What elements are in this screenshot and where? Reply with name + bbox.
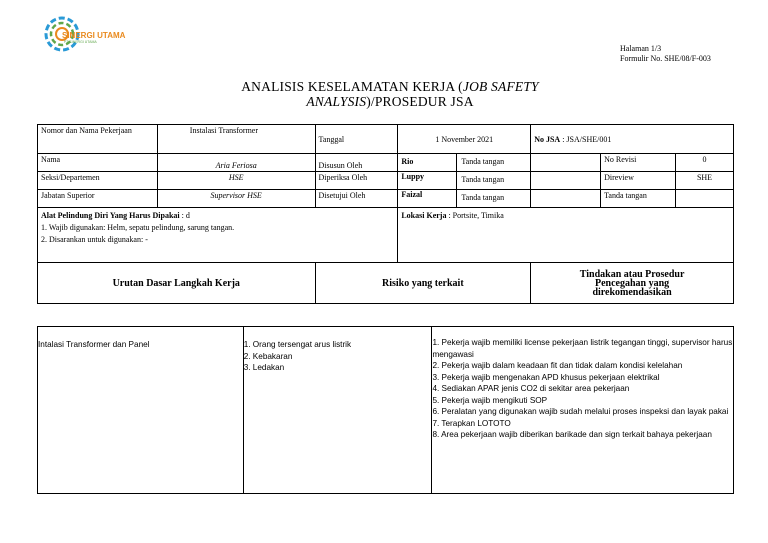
checked-signature[interactable]	[531, 172, 601, 190]
logo-brand: SINERGI UTAMA	[62, 31, 126, 40]
approved-signature[interactable]	[531, 190, 601, 208]
list-item: 2. Pekerja wajib dalam keadaan fit dan tidak dalam kondisi kelelahan	[432, 361, 683, 370]
reviewed-label: Direview	[601, 172, 676, 190]
form-number: Formulir No. SHE/08/F-003	[620, 54, 711, 63]
ppe-required: 1. Wajib digunakan: Helm, sepatu pelindung, sarung tangan.	[41, 223, 235, 232]
superior-value: Supervisor HSE	[157, 190, 315, 208]
actions-cell	[432, 327, 734, 494]
location-cell: Lokasi Kerja : Portsite, Timika	[398, 208, 734, 263]
date-label: Tanggal	[315, 125, 398, 154]
final-signature[interactable]	[676, 190, 734, 208]
prepared-label: Disusun Oleh	[315, 154, 398, 172]
approved-name: Faizal	[398, 190, 457, 207]
list-item: 8. Area pekerjaan wajib diberikan barikade dan sign terkait bahaya pekerjaan	[432, 430, 712, 439]
job-value: Instalasi Transformer	[157, 125, 315, 154]
list-item: 2. Kebakaran	[243, 351, 293, 361]
section-value: HSE	[157, 172, 315, 190]
risks-cell	[243, 327, 432, 494]
step-cell: Intalasi Transformer dan Panel	[38, 327, 244, 494]
jsa-number: No JSA : JSA/SHE/001	[531, 125, 734, 154]
job-label: Nomor dan Nama Pekerjaan	[38, 125, 158, 154]
prepared-name: Rio	[398, 154, 457, 171]
list-item: 7. Terapkan LOTOTO	[432, 418, 511, 428]
list-item: 1. Pekerja wajib memiliki license pekerjaan listrik tegangan tinggi, supervisor harus mengawasi	[432, 338, 733, 359]
column-header-actions: Tindakan atau Prosedur Pencegahan yang direkomendasikan	[531, 263, 734, 304]
list-item: 4. Sediakan APAR jenis CO2 di sekitar area pekerjaan	[432, 384, 630, 393]
name-label: Nama	[38, 154, 158, 172]
column-header-risks: Risiko yang terkait	[315, 263, 531, 304]
revision-label: No Revisi	[601, 154, 676, 172]
approved-sign-label: Tanda tangan	[461, 193, 505, 202]
date-value: 1 November 2021	[398, 125, 531, 154]
final-sign-label: Tanda tangan	[601, 190, 676, 208]
list-item: 5. Pekerja wajib mengikuti SOP	[432, 395, 548, 405]
prepared-cell	[398, 154, 531, 172]
ppe-label: Alat Pelindung Diri Yang Harus Dipakai	[41, 211, 180, 220]
jsa-steps-table	[37, 326, 734, 494]
ppe-recommended: 2. Disarankan untuk digunakan: -	[41, 235, 148, 244]
location-label: Lokasi Kerja	[401, 211, 447, 220]
checked-sign-label: Tanda tangan	[461, 175, 505, 184]
name-value: Aria Feriosa	[157, 154, 315, 172]
approved-label: Disetujui Oleh	[315, 190, 398, 208]
section-label: Seksi/Departemen	[38, 172, 158, 190]
revision-value: 0	[676, 154, 734, 172]
page-info	[620, 44, 711, 64]
jsa-header-table	[37, 124, 734, 304]
table-row	[38, 327, 734, 494]
checked-cell	[398, 172, 531, 190]
list-item: 3. Ledakan	[243, 363, 285, 372]
list-item: 3. Pekerja wajib mengenakan APD khusus pekerjaan elektrikal	[432, 372, 660, 382]
list-item: 6. Peralatan yang digunakan wajib sudah melalui proses inspeksi dan layak pakai	[432, 407, 729, 416]
checked-name: Luppy	[398, 172, 457, 189]
ppe-cell: Alat Pelindung Diri Yang Harus Dipakai : d 1. Wajib digunakan: Helm, sepatu pelindung, sarung tangan. 2. Disarankan untuk digunakan: -	[38, 208, 398, 263]
column-header-steps: Urutan Dasar Langkah Kerja	[38, 263, 316, 304]
approved-cell	[398, 190, 531, 208]
superior-label: Jabatan Superior	[38, 190, 158, 208]
logo-tagline: PT SINERGI UTAMA	[64, 40, 97, 44]
prepared-signature[interactable]	[531, 154, 601, 172]
prepared-sign-label: Tanda tangan	[461, 157, 505, 166]
page-number: Halaman 1/3	[620, 44, 662, 53]
reviewed-value: SHE	[676, 172, 734, 190]
list-item: 1. Orang tersengat arus listrik	[243, 340, 352, 349]
document-title: ANALISIS KESELAMATAN KERJA (JOB SAFETY ANALYSIS)/PROSEDUR JSA	[241, 79, 539, 109]
checked-label: Diperiksa Oleh	[315, 172, 398, 190]
